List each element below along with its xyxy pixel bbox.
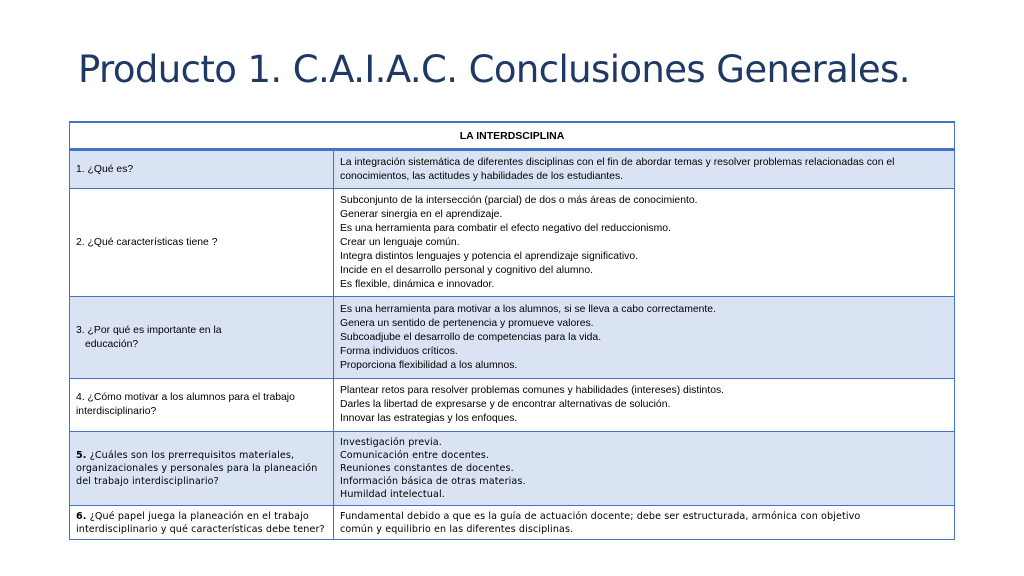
answer-line: conocimientos, las actitudes y habilidades de los estudiantes. — [340, 170, 624, 182]
question-cell — [70, 150, 334, 189]
answer-line: Genera un sentido de pertenencia y promueve valores. — [340, 317, 594, 329]
question-text: 1. ¿Qué es? — [76, 163, 134, 175]
question-text: interdisciplinario y qué características debe tener? — [76, 523, 325, 535]
slide-title: Producto 1. C.A.I.A.C. Conclusiones Generales. — [78, 48, 910, 91]
question-number: 5. — [76, 450, 87, 461]
answer-line: Generar sinergia en el aprendizaje. — [340, 208, 503, 220]
question-text: educación? — [85, 338, 139, 350]
question-text: del trabajo interdisciplinario? — [76, 476, 219, 487]
table-row — [70, 150, 955, 189]
question-text: 3. ¿Por qué es importante en la — [76, 324, 222, 336]
answer-cell — [334, 189, 955, 297]
question-text — [76, 510, 327, 523]
answer-cell — [334, 150, 955, 189]
question-text-part: ¿Cuáles son los prerrequisitos materiales, — [89, 450, 295, 461]
answer-line: Es flexible, dinámica e innovador. — [340, 278, 495, 290]
question-text-part: ¿Qué papel juega la planeación en el trabajo — [89, 510, 309, 522]
table-row — [70, 432, 955, 506]
answer-cell — [334, 506, 955, 540]
table-row — [70, 506, 955, 540]
answer-cell — [334, 432, 955, 506]
answer-line: Comunicación entre docentes. — [340, 450, 489, 461]
answer-line: La integración sistemática de diferentes disciplinas con el fin de abordar temas y resolver problemas relacionadas con el — [340, 156, 895, 168]
question-cell — [70, 379, 334, 432]
answer-line: Es una herramienta para combatir el efecto negativo del reduccionismo. — [340, 222, 671, 234]
answer-line: Fundamental debido a que es la guía de actuación docente; debe ser estructurada, armónica con objetivo — [340, 510, 861, 522]
question-cell — [70, 297, 334, 379]
answer-line: común y equilibrio en las diferentes disciplinas. — [340, 523, 574, 535]
answer-line: Proporciona flexibilidad a los alumnos. — [340, 359, 518, 371]
table-row — [70, 297, 955, 379]
question-cell — [70, 506, 334, 540]
table-row — [70, 189, 955, 297]
table-header: LA INTERDSCIPLINA — [70, 122, 955, 150]
answer-line: Integra distintos lenguajes y potencia el aprendizaje significativo. — [340, 250, 639, 262]
question-cell — [70, 432, 334, 506]
question-text: 4. ¿Cómo motivar a los alumnos para el trabajo — [76, 392, 295, 403]
answer-line: Crear un lenguaje común. — [340, 236, 460, 248]
answer-line: Humildad intelectual. — [340, 489, 445, 500]
question-text: interdisciplinario? — [76, 406, 157, 417]
answer-cell — [334, 379, 955, 432]
answer-line: Plantear retos para resolver problemas comunes y habilidades (intereses) distintos. — [340, 385, 725, 396]
question-number: 6. — [76, 510, 87, 522]
answer-line: Es una herramienta para motivar a los alumnos, si se lleva a cabo correctamente. — [340, 303, 716, 315]
question-text: 2. ¿Qué características tiene ? — [76, 236, 218, 248]
table-row — [70, 379, 955, 432]
question-cell — [70, 189, 334, 297]
answer-line: Darles la libertad de expresarse y de encontrar alternativas de solución. — [340, 399, 671, 410]
question-text — [76, 449, 327, 462]
answer-line: Investigación previa. — [340, 437, 442, 448]
answer-cell — [334, 297, 955, 379]
answer-line: Incide en el desarrollo personal y cognitivo del alumno. — [340, 264, 593, 276]
answer-line: Reuniones constantes de docentes. — [340, 463, 514, 474]
answer-line: Innovar las estrategias y los enfoques. — [340, 413, 518, 424]
answer-line: Subconjunto de la intersección (parcial) de dos o más áreas de conocimiento. — [340, 194, 698, 206]
answer-line: Información básica de otras materias. — [340, 476, 526, 487]
answer-line: Forma individuos críticos. — [340, 345, 458, 357]
question-text: organizacionales y personales para la planeación — [76, 463, 318, 474]
interdisciplina-table — [69, 121, 955, 540]
answer-line: Subcoadjube el desarrollo de competencias para la vida. — [340, 331, 602, 343]
